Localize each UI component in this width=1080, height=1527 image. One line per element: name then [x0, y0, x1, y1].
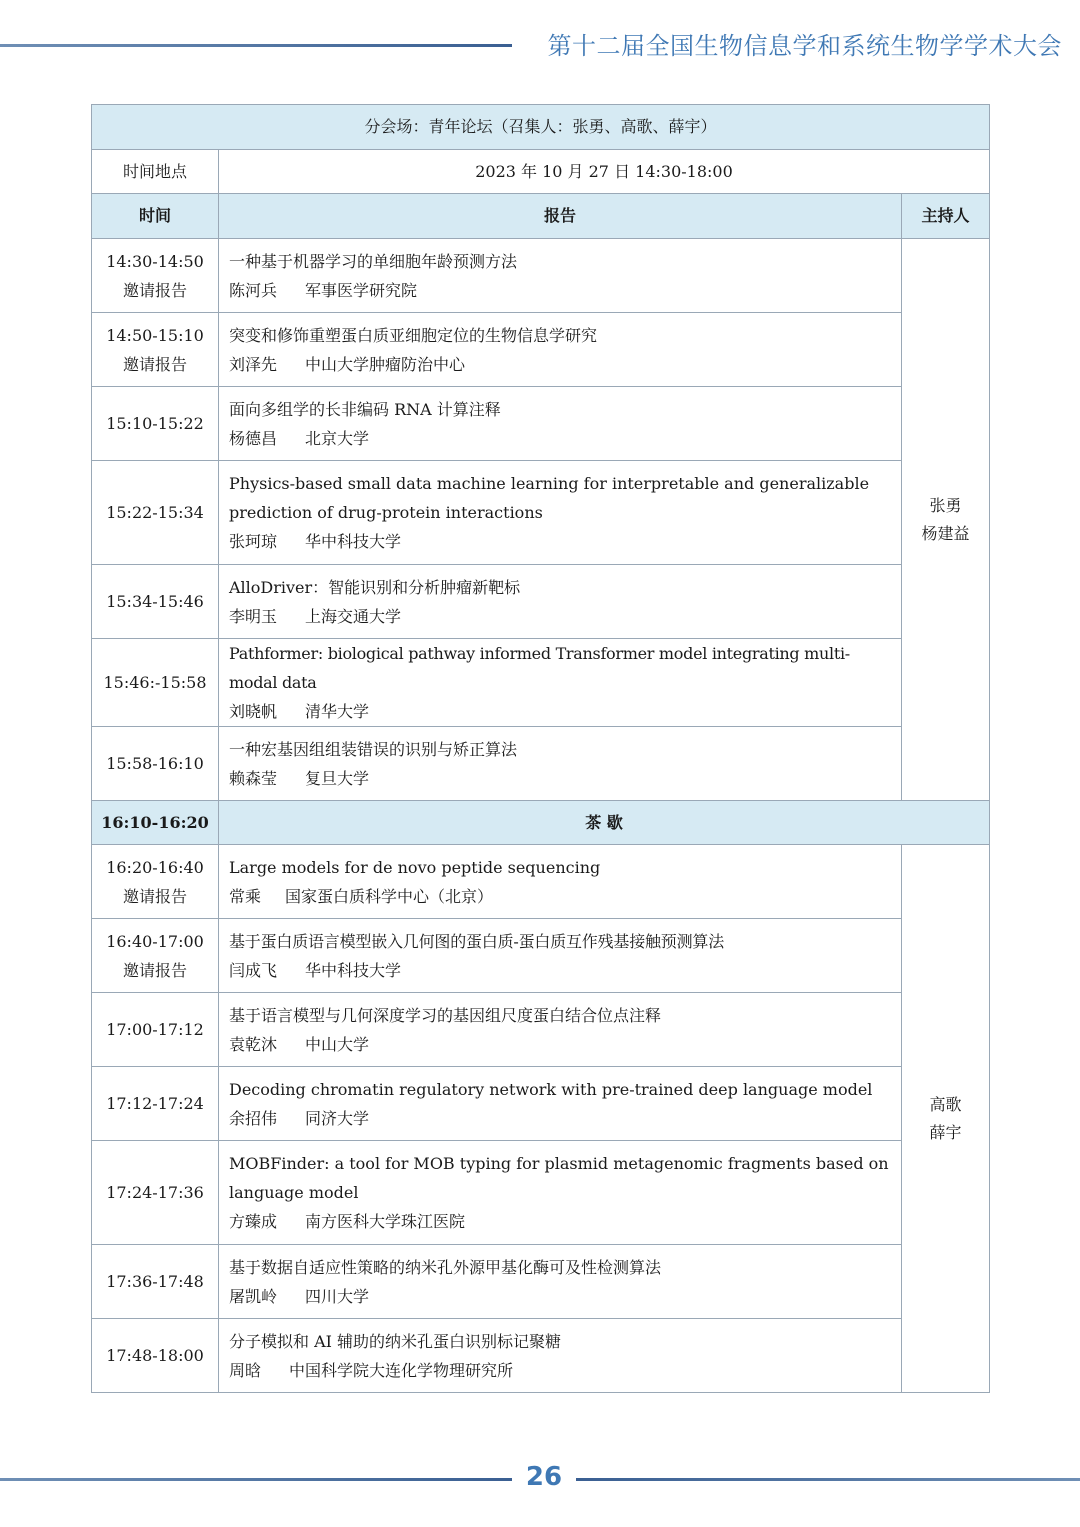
talk-title: 一种宏基因组组装错误的识别与矫正算法: [229, 739, 518, 759]
speaker-org: 中山大学肿瘤防治中心: [305, 354, 466, 374]
time-cell: [92, 845, 219, 919]
table-row: [92, 239, 990, 313]
time-cell: [92, 1067, 219, 1141]
session-title-row: [92, 105, 990, 150]
speaker-name: 方臻成: [229, 1212, 278, 1231]
talk-note: 邀请报告: [122, 886, 187, 906]
time-place-label: 时间地点: [92, 150, 219, 194]
host-name: 杨建益: [921, 523, 970, 543]
report-cell: [219, 1319, 902, 1393]
speaker-org: 中国科学院大连化学物理研究所: [289, 1360, 514, 1380]
speaker-name: 闫成飞: [229, 960, 278, 980]
table-row: [92, 727, 990, 801]
table-row: [92, 919, 990, 993]
talk-time: 17:36-17:48: [106, 1272, 204, 1291]
report-cell: [219, 239, 902, 313]
speaker-name: 屠凯岭: [229, 1286, 278, 1306]
talk-title: Large models for de novo peptide sequencing: [229, 857, 601, 877]
speaker-name: 赖森莹: [229, 768, 278, 788]
talk-time: 14:30-14:50: [106, 251, 204, 271]
time-cell: [92, 239, 219, 313]
speaker-name: 常乘: [229, 886, 262, 906]
time-cell: [92, 313, 219, 387]
talk-time: 15:46:-15:58: [103, 673, 207, 692]
report-cell: [219, 845, 902, 919]
host-cell-block1: [902, 239, 990, 801]
talk-title: Decoding chromatin regulatory network with pre-trained deep language model: [229, 1079, 873, 1099]
table-row: [92, 993, 990, 1067]
speaker-name: 刘晓帆: [229, 702, 278, 721]
speaker-org: 华中科技大学: [305, 960, 402, 980]
table-row: [92, 387, 990, 461]
time-place-row: [92, 150, 990, 194]
break-time: 16:10-16:20: [92, 801, 219, 845]
time-cell: [92, 387, 219, 461]
talk-time: 17:48-18:00: [106, 1346, 204, 1365]
talk-time: 15:10-15:22: [106, 414, 204, 433]
report-cell: [219, 639, 902, 727]
table-row: [92, 565, 990, 639]
talk-title: 面向多组学的长非编码 RNA 计算注释: [229, 399, 501, 419]
speaker-org: 清华大学: [305, 702, 370, 721]
talk-title: 基于蛋白质语言模型嵌入几何图的蛋白质-蛋白质互作残基接触预测算法: [229, 931, 725, 951]
speaker-org: 军事医学研究院: [305, 280, 418, 300]
report-cell: [219, 919, 902, 993]
talk-title: Pathformer: biological pathway informed Transformer model integrating multi-modal data: [229, 644, 850, 692]
table-row: [92, 313, 990, 387]
talk-note: 邀请报告: [122, 354, 187, 374]
time-cell: [92, 461, 219, 565]
time-cell: [92, 1141, 219, 1245]
table-row: [92, 461, 990, 565]
report-cell: [219, 461, 902, 565]
talk-title: 分子模拟和 AI 辅助的纳米孔蛋白识别标记聚糖: [229, 1331, 562, 1351]
host-name: 薛宇: [929, 1122, 962, 1142]
column-header-row: [92, 194, 990, 239]
report-cell: [219, 565, 902, 639]
talk-time: 16:40-17:00: [106, 931, 204, 951]
time-place-value: 2023 年 10 月 27 日 14:30-18:00: [219, 150, 990, 194]
page-number: 26: [525, 1462, 563, 1492]
report-cell: [219, 1067, 902, 1141]
speaker-org: 南方医科大学珠江医院: [305, 1212, 466, 1231]
report-cell: [219, 993, 902, 1067]
talk-note: 邀请报告: [122, 280, 187, 300]
talk-time: 17:12-17:24: [106, 1094, 204, 1113]
report-cell: [219, 387, 902, 461]
talk-title: 基于数据自适应性策略的纳米孔外源甲基化酶可及性检测算法: [229, 1257, 662, 1277]
speaker-org: 四川大学: [305, 1286, 370, 1306]
column-header-report: 报告: [219, 194, 902, 239]
talk-title: AlloDriver：智能识别和分析肿瘤新靶标: [229, 577, 521, 597]
host-name: 张勇: [929, 495, 962, 515]
table-row: [92, 639, 990, 727]
table-row: [92, 1141, 990, 1245]
talk-time: 15:58-16:10: [106, 754, 204, 773]
talk-time: 15:22-15:34: [106, 503, 204, 522]
speaker-org: 北京大学: [305, 428, 370, 448]
header-rule: [0, 44, 512, 47]
report-cell: [219, 313, 902, 387]
speaker-name: 袁乾沐: [229, 1034, 278, 1054]
footer-rule-left: [0, 1478, 512, 1481]
talk-title: 基于语言模型与几何深度学习的基因组尺度蛋白结合位点注释: [229, 1005, 662, 1025]
speaker-org: 同济大学: [305, 1108, 370, 1128]
report-cell: [219, 1141, 902, 1245]
host-cell-block2: [902, 845, 990, 1393]
session-title: 分会场：青年论坛（召集人：张勇、高歌、薛宇）: [92, 105, 990, 150]
talk-title: 一种基于机器学习的单细胞年龄预测方法: [229, 251, 518, 271]
time-cell: [92, 565, 219, 639]
talk-title: Physics-based small data machine learning for interpretable and generalizable prediction of drug-protein interactions: [229, 474, 870, 522]
column-header-time: 时间: [92, 194, 219, 239]
talk-time: 17:24-17:36: [106, 1183, 204, 1202]
host-name: 高歌: [929, 1094, 962, 1114]
speaker-org: 复旦大学: [305, 768, 370, 788]
conference-title: 第十二届全国生物信息学和系统生物学学术大会: [547, 32, 1062, 60]
break-label: 茶 歇: [219, 801, 990, 845]
speaker-name: 刘泽先: [229, 354, 278, 374]
talk-time: 17:00-17:12: [106, 1020, 204, 1039]
speaker-org: 中山大学: [305, 1034, 370, 1054]
talk-time: 15:34-15:46: [106, 592, 204, 611]
speaker-name: 余招伟: [229, 1108, 278, 1128]
speaker-org: 上海交通大学: [305, 606, 402, 626]
speaker-name: 陈河兵: [229, 280, 278, 300]
speaker-name: 周晗: [229, 1360, 262, 1380]
speaker-name: 杨德昌: [229, 428, 278, 448]
table-row: [92, 1319, 990, 1393]
talk-time: 16:20-16:40: [106, 857, 204, 877]
talk-note: 邀请报告: [122, 960, 187, 980]
time-cell: [92, 993, 219, 1067]
time-cell: [92, 919, 219, 993]
speaker-org: 华中科技大学: [305, 532, 402, 551]
table-row: [92, 1067, 990, 1141]
speaker-name: 张珂琼: [229, 532, 278, 551]
table-row: [92, 1245, 990, 1319]
speaker-org: 国家蛋白质科学中心（北京）: [285, 886, 494, 906]
table-row: [92, 845, 990, 919]
footer-rule-right: [576, 1478, 1080, 1481]
time-cell: [92, 639, 219, 727]
talk-title: 突变和修饰重塑蛋白质亚细胞定位的生物信息学研究: [229, 325, 598, 345]
schedule-table: [91, 104, 990, 1393]
time-cell: [92, 727, 219, 801]
talk-time: 14:50-15:10: [106, 325, 204, 345]
report-cell: [219, 1245, 902, 1319]
time-cell: [92, 1319, 219, 1393]
talk-title: MOBFinder: a tool for MOB typing for plasmid metagenomic fragments based on language model: [229, 1154, 889, 1202]
break-row: [92, 801, 990, 845]
column-header-host: 主持人: [902, 194, 990, 239]
report-cell: [219, 727, 902, 801]
speaker-name: 李明玉: [229, 606, 278, 626]
time-cell: [92, 1245, 219, 1319]
